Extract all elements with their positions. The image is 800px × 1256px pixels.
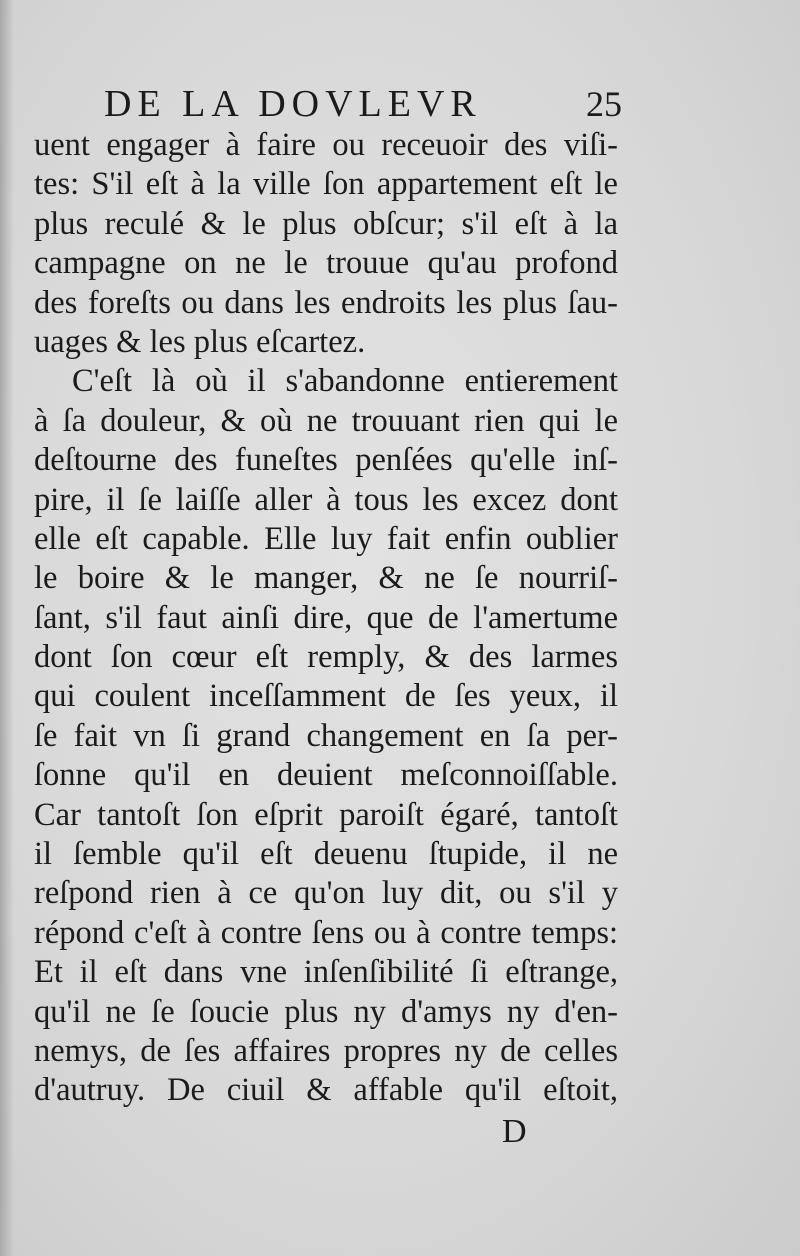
catchword: D	[502, 1113, 527, 1150]
text-line: qu'il ne ſe ſoucie plus ny d'amys ny d'en-	[34, 993, 618, 1030]
text-line: deſtourne des funeſtes penſées qu'elle inſ-	[34, 442, 618, 479]
text-line: ſonne qu'il en deuient meſconnoiſſable.	[34, 757, 618, 794]
text-line: elle eſt capable. Elle luy fait enfin oublier	[34, 520, 618, 557]
text-line: à ſa douleur, & où ne trouuant rien qui le	[34, 402, 618, 439]
text-line: répond c'eſt à contre ſens ou à contre temps:	[34, 914, 618, 951]
text-line: tes: S'il eſt à la ville ſon appartement eſt le	[34, 166, 618, 203]
gutter-shadow	[0, 0, 14, 1256]
text-line: ſant, s'il faut ainſi dire, que de l'amertume	[34, 599, 618, 636]
text-line: le boire & le manger, & ne ſe nourriſ-	[34, 560, 618, 597]
text-line: Et il eſt dans vne inſenſibilité ſi eſtrange,	[34, 954, 618, 991]
text-line: Car tantoſt ſon eſprit paroiſt égaré, tantoſt	[34, 796, 618, 833]
text-line: pire, il ſe laiſſe aller à tous les excez dont	[34, 481, 618, 518]
page-number: 25	[586, 84, 622, 124]
text-line: uent engager à faire ou receuoir des viſi-	[34, 127, 618, 163]
text-line: il ſemble qu'il eſt deuenu ſtupide, il ne	[34, 836, 618, 873]
text-line: d'autruy. De ciuil & affable qu'il eſtoit,	[34, 1072, 618, 1109]
text-line: plus reculé & le plus obſcur; s'il eſt à la	[34, 205, 618, 242]
text-line: reſpond rien à ce qu'on luy dit, ou s'il y	[34, 875, 618, 912]
text-line: campagne on ne le trouue qu'au profond	[34, 245, 618, 282]
text-line: C'eſt là où il s'abandonne entierement	[72, 363, 618, 400]
text-line: des foreſts ou dans les endroits les plus ſau-	[34, 284, 618, 321]
text-line: nemys, de ſes affaires propres ny de celles	[34, 1032, 618, 1069]
page-header	[32, 78, 622, 130]
text-line: uages & les plus eſcartez.	[34, 323, 366, 360]
text-line: qui coulent inceſſamment de ſes yeux, il	[34, 678, 618, 715]
text-line: dont ſon cœur eſt remply, & des larmes	[34, 639, 618, 676]
text-line: ſe fait vn ſi grand changement en ſa per-	[34, 717, 618, 754]
running-head: DE LA DOVLEVR	[104, 83, 482, 125]
body-text	[34, 126, 618, 1111]
